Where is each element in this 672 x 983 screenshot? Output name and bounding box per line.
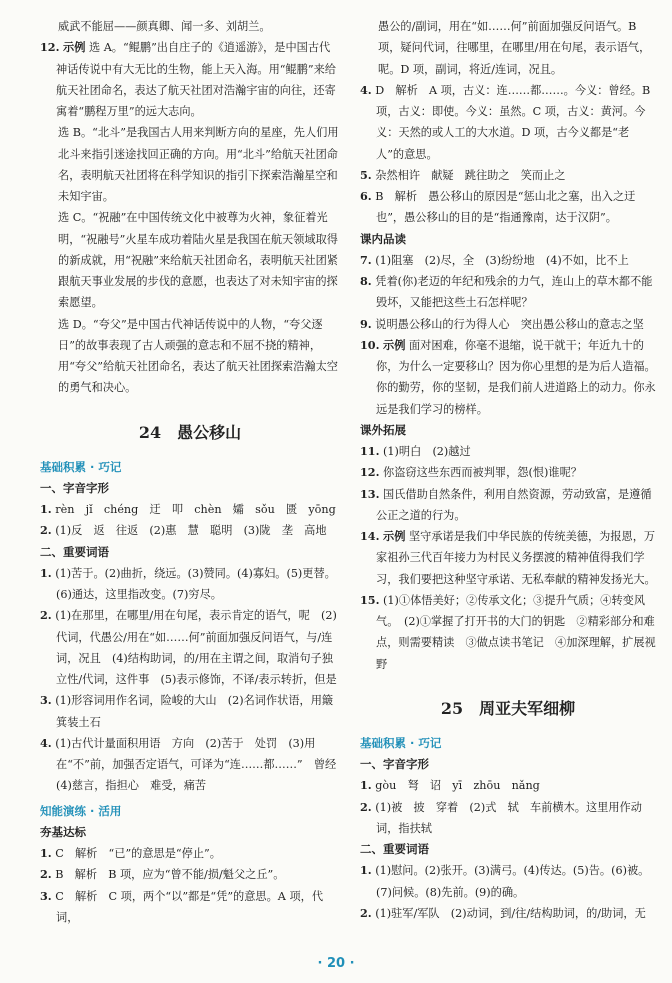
- answer-text: 国氏借助自然条件，利用自然资源，劳动致富，是遵循公正之道的行为。: [376, 487, 652, 522]
- q12-block: [40, 37, 340, 398]
- answer-number: 2.: [40, 867, 52, 882]
- answer-text: B 解析 愚公移山的原因是“惩山北之塞，出入之迂也”，愚公移山的目的是“指通豫南，达于汉阴”。: [375, 190, 636, 225]
- answer-number: 2.: [360, 905, 372, 920]
- answer-text: B 解析 B 项，应为“曾不能/损/魁父之丘”。: [55, 868, 285, 882]
- section-practice: 知能演练 · 活用: [40, 803, 122, 818]
- q12-option-b: 选 B。“北斗”是我国古人用来判断方向的星座，先人们用北斗来指引迷途找回正确的方向。用“北斗”给航天社团命名，表明航天社团将在科学知识的指引下探索浩瀚星空和未知宇宙。: [58, 126, 339, 203]
- answer-rw2: [360, 903, 656, 924]
- answer-number: 3.: [40, 888, 52, 903]
- example-tag: 示例: [383, 338, 406, 352]
- sub-inner-reading: 课内品读: [360, 231, 406, 246]
- sub-extra-reading: 课外拓展: [360, 422, 406, 437]
- answer-number: 2.: [40, 523, 52, 538]
- answer-a2: [40, 864, 340, 885]
- answer-number: 1.: [360, 778, 372, 793]
- answer-number: 14.: [360, 529, 380, 543]
- answer-w1: [40, 563, 340, 606]
- answer-text: (1)被 披 穿着 (2)式 轼 车前横木。这里用作动词，指扶轼: [375, 800, 642, 835]
- answer-text: (1)①体悟美好；②传承文化；③提升气质；④转变风气。 (2)①掌握了打开书的大门的钥匙 ②精彩部分和难点，则需要精读 ③做点读书笔记 ④加深理解，扩展视野: [376, 593, 656, 671]
- answer-a14: [360, 526, 656, 590]
- answer-a1: [40, 843, 340, 864]
- answer-text: (1)慰问。(2)张开。(3)满弓。(4)传达。(5)告。(6)被。(7)问候。(8)先前。(9)的确。: [375, 864, 650, 899]
- example-tag: 示例: [383, 530, 406, 543]
- sub-basic-practice: 夯基达标: [40, 824, 86, 839]
- q12-option-c: 选 C。“祝融”在中国传统文化中被尊为火神，象征着光明，“祝融号”火星车成功着陆火星是我国在航天领域取得的新成就，用“祝融”来给航天社团命名，表明航天社团紧跟航天事业发展的步伐的意愿，也表达了对未知宇宙的探索愿望。: [58, 211, 338, 310]
- section-basic-accumulation: 基础积累 · 巧记: [360, 735, 442, 750]
- page-number: · 20 ·: [317, 956, 355, 971]
- part-key-words: 二、重要词语: [360, 842, 429, 856]
- answer-text: C 解析 “已”的意思是“停止”。: [55, 847, 221, 860]
- answer-number: 4.: [40, 735, 52, 750]
- answer-number: 15.: [360, 592, 380, 607]
- part-key-words: 二、重要词语: [40, 544, 109, 559]
- answer-l2: [40, 520, 340, 541]
- answer-w4: [40, 733, 348, 797]
- chapter-title-25: 25 周亚夫军细柳: [440, 698, 576, 718]
- example-tag: 示例: [63, 41, 86, 55]
- answer-number: 1.: [360, 863, 372, 878]
- answer-number: 10.: [360, 337, 380, 352]
- answer-text: 面对困难，你毫不退缩，说干就干；年近九十的你，为什么一定要移山？因为你心里想的是为后人造福。你的勤劳，你的坚韧，是我们前人进道路上的动力。你永远是我们学习的榜样。: [376, 338, 656, 416]
- answer-rw1: [360, 860, 656, 903]
- section-basic-accumulation: 基础积累 · 巧记: [40, 459, 122, 474]
- answer-a5: [360, 165, 656, 186]
- answer-w2: [40, 605, 340, 690]
- answer-number: 1.: [40, 502, 52, 516]
- q11-tail: 威武不能屈——颜真卿、闻一多、刘胡兰。: [58, 20, 271, 33]
- answer-text: 坚守承诺是我们中华民族的传统美德，为报恩，万家祖孙三代百年接力为村民义务摆渡的精神值得我们学习，我们要把这种坚守承诺、无私奉献的精神发扬光大。: [376, 530, 656, 586]
- answer-text: (1)明白 (2)越过: [383, 445, 471, 458]
- answer-number: 8.: [360, 274, 372, 288]
- answer-l1: [40, 499, 340, 520]
- answer-text: (1)在那里，在哪里/用在句尾，表示肯定的语气，呢 (2)代词，代愚公/用在“如……何”前面加强反问语气，与/连词，况且 (4)结构助词，的/用在主谓之间，取消句子独立性/代词，这件事 (5)表示修饰，不译/表示转折，但是: [55, 609, 337, 686]
- answer-text: C 解析 C 项，两个“以”都是“凭”的意思。A 项，代词，: [55, 889, 324, 924]
- answer-a8: [360, 271, 656, 314]
- answer-r2: [360, 797, 656, 840]
- answer-a10: [360, 335, 656, 420]
- answer-number: 3.: [40, 693, 52, 708]
- answer-a11: [360, 441, 656, 462]
- answer-text: (1)古代计量面积用语 方向 (2)苦于 处罚 (3)用在“不”前，加强否定语气，可译为“连……都……” 曾经 (4)慈言，指担心 难受，痛苦: [55, 736, 348, 793]
- answer-text: 杂然相许 献疑 跳往助之 笑而止之: [375, 168, 566, 182]
- answer-number: 9.: [360, 316, 372, 331]
- answer-number: 6.: [360, 189, 372, 203]
- answer-number: 4.: [360, 82, 372, 97]
- answer-number: 7.: [360, 252, 372, 267]
- answer-a7: [360, 250, 656, 271]
- answer-a12: [360, 462, 656, 483]
- answer-number: 1.: [40, 846, 52, 860]
- answer-text: 说明愚公移山的行为得人心 突出愚公移山的意志之坚: [375, 317, 644, 331]
- chapter-title-24: 24 愚公移山: [138, 422, 242, 442]
- answer-number: 12.: [360, 465, 380, 480]
- answer-text: (1)苦于。(2)曲折，绕远。(3)赞同。(4)寡妇。(5)更替。(6)通达，这里指改变。(7)穷尽。: [55, 566, 336, 601]
- q12-option-a: [40, 37, 340, 122]
- answer-a13: [360, 484, 656, 527]
- answer-text: (1)形容词用作名词，险峻的大山 (2)名词作状语，用簸箕装土石: [55, 694, 334, 729]
- answer-text: 凭着(你)老迈的年纪和残余的力气，连山上的草木都不能毁坏，又能把这些土石怎样呢？: [375, 275, 653, 310]
- q12-a-text: 选 A。“鲲鹏”出自庄子的《逍遥游》，是中国古代神话传说中有大无比的生物，能上天入海。用“鲲鹏”来给航天社团命名，表达了航天社团对浩瀚宇宙的向往，还寄寓着“鹏程万里”的远大志向。: [56, 41, 336, 118]
- answer-text: gòu 弩 诏 yī zhōu nǎng: [375, 779, 540, 793]
- answer-w3: [40, 690, 340, 733]
- answer-text: (1)驻军/军队 (2)动词，到/往/结构助词，的/助词，无: [375, 906, 646, 920]
- answer-number: 11.: [360, 444, 380, 458]
- question-number: 12.: [40, 40, 60, 55]
- answer-a3: [40, 886, 340, 929]
- answer-a9: [360, 314, 656, 335]
- answer-r1: [360, 775, 656, 796]
- answer-a4: [360, 80, 656, 165]
- answer-number: 2.: [360, 799, 372, 814]
- answer-number: 2.: [40, 608, 52, 623]
- answer-number: 13.: [360, 486, 380, 501]
- part-pronunciation: 一、字音字形: [40, 480, 109, 495]
- q12-option-d: 选 D。“夸父”是中国古代神话传说中的人物，“夸父逐日”的故事表现了古人顽强的意志和不屈不挠的精神，用“夸父”给航天社团命名，表达了航天社团探索浩瀚太空的勇气和决心。: [58, 317, 338, 395]
- answer-text: rèn jǐ chéng 迂 叩 chèn 孀 sǒu 匮 yōng: [55, 503, 336, 516]
- answer-text: 你盗窃这些东西而被判罪，怨(恨)谁呢？: [383, 466, 582, 480]
- answer-number: 5.: [360, 167, 372, 182]
- answer-number: 1.: [40, 565, 52, 580]
- right-column: [360, 16, 656, 924]
- answer-text: (1)反 返 往返 (2)惠 慧 聪明 (3)陇 垄 高地: [55, 524, 327, 538]
- a3-tail: 愚公的/副词，用在“如……何”前面加强反问语气。B 项，疑问代词，往哪里，在哪里/用在句尾，表示语气，呢。D 项，副词，将近/连词，况且。: [378, 20, 651, 76]
- answer-text: D 解析 A 项，古义：连……都……。今义：曾经。B 项，古义：即使。今义：虽然。C 项，古义：黄河。今义：天然的或人工的大水道。D 项，古今义都是“老人”的意思。: [375, 83, 651, 161]
- part-pronunciation: 一、字音字形: [360, 757, 429, 771]
- answer-text: (1)阻塞 (2)尽，全 (3)纷纷地 (4)不如，比不上: [375, 253, 629, 267]
- answer-a6: [360, 186, 656, 229]
- answer-a15: [360, 590, 656, 675]
- left-column: [40, 16, 348, 928]
